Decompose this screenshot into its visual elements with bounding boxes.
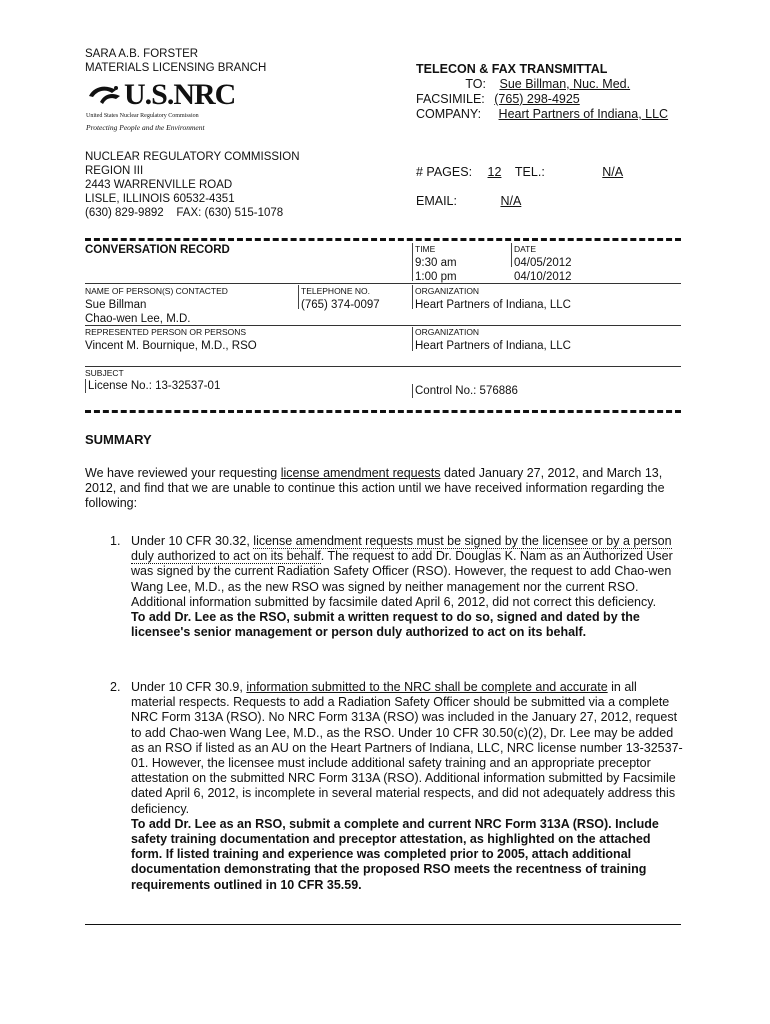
subject-label: SUBJECT bbox=[85, 368, 124, 378]
item-1-text: . The request to add Dr. Douglas K. Nam as an Authorized User was signed by the current Radiation Safety Officer (RSO). However, the request to add Chao-wen Wang Lee, M.D., as the new RSO was signed by neither management nor the current RSO. Additional information submitted by facsimile dated April 6, 2012, did not correct this deficiency. bbox=[131, 549, 673, 609]
time-divider bbox=[412, 243, 413, 281]
time-1: 9:30 am bbox=[415, 257, 457, 269]
address-line-3: 2443 WARRENVILLE ROAD bbox=[85, 179, 233, 191]
item-2-link: information submitted to the NRC shall be complete and accurate bbox=[246, 680, 608, 694]
org-divider-2 bbox=[412, 327, 413, 351]
org-value-2: Heart Partners of Indiana, LLC bbox=[415, 340, 571, 352]
bottom-rule bbox=[85, 924, 681, 925]
time-2: 1:00 pm bbox=[415, 271, 457, 283]
contacted-1: Sue Billman bbox=[85, 299, 147, 311]
address-line-2: REGION III bbox=[85, 165, 144, 177]
represented-label: REPRESENTED PERSON OR PERSONS bbox=[85, 327, 247, 337]
sender-name: SARA A.B. FORSTER bbox=[85, 48, 199, 60]
address-line-4: LISLE, ILLINOIS 60532-4351 bbox=[85, 193, 235, 205]
pages-label: # PAGES: bbox=[416, 165, 473, 179]
telephone-value: (765) 374-0097 bbox=[301, 299, 380, 311]
item-2-text: in all material respects. Requests to add a Radiation Safety Officer should be submitted via a complete NRC Form 313A (RSO). No NRC Form 313A (RSO) was included in the January 27, 2012, request to add Chao-wen Wang Lee, M.D., as the RSO. Under 10 CFR 30.50(c)(2), Dr. Lee may be added as an RSO if listed as an AU on the Heart Partners of Indiana, LLC, NRC license number 13-32537-01. However, the licensee must include additional safety training and an appropriate preceptor attestation on the submitted NRC Form 313A (RSO). Additional information submitted by Facsimile dated April 6, 2012, is incomplete in several material respects, and did not adequately address this deficiency. bbox=[131, 680, 683, 816]
fax-to-label: TO: bbox=[465, 77, 486, 91]
nrc-emblem-icon bbox=[86, 82, 122, 110]
item-2-pre: Under 10 CFR 30.9, bbox=[131, 680, 247, 694]
represented-value: Vincent M. Bournique, M.D., RSO bbox=[85, 340, 257, 352]
address-line-1: NUCLEAR REGULATORY COMMISSION bbox=[85, 151, 300, 163]
record-title: CONVERSATION RECORD bbox=[85, 244, 230, 256]
date-divider bbox=[511, 243, 512, 267]
address-line-5: (630) 829-9892 FAX: (630) 515-1078 bbox=[85, 207, 284, 219]
record-rule-1 bbox=[85, 283, 681, 284]
telephone-label: TELEPHONE NO. bbox=[301, 286, 370, 296]
logo-tagline: Protecting People and the Environment bbox=[86, 123, 205, 132]
item-1-link: license amendment requests must be signed by the licensee or by a person duly authorized to act on its behalf bbox=[131, 534, 672, 564]
item-1 bbox=[131, 534, 681, 640]
address-block bbox=[85, 150, 300, 220]
pages-value: 12 bbox=[487, 165, 502, 179]
section-divider-top bbox=[85, 238, 681, 241]
item-1-number: 1. bbox=[110, 534, 121, 548]
section-divider-bottom bbox=[85, 410, 681, 413]
control-bar bbox=[412, 384, 413, 398]
item-2-bold: To add Dr. Lee as an RSO, submit a complete and current NRC Form 313A (RSO). Include safety training documentation and preceptor attestation, as highlighted on the attached form. If listed training and experience was completed prior to 2005, attach additional documentation demonstrating that the proposed RSO meets the recentness of training requirements outlined in 10 CFR 35.59. bbox=[131, 816, 659, 892]
org-label-1: ORGANIZATION bbox=[415, 286, 480, 296]
summary-heading: SUMMARY bbox=[85, 432, 152, 447]
item-1-pre: Under 10 CFR 30.32, bbox=[131, 534, 254, 548]
time-label: TIME bbox=[415, 244, 436, 254]
item-1-bold: To add Dr. Lee as the RSO, submit a written request to do so, signed and dated by the licensee's senior management or person duly authorized to act on its behalf. bbox=[131, 610, 640, 640]
contacted-label: NAME OF PERSON(S) CONTACTED bbox=[85, 286, 228, 296]
fax-company-row bbox=[416, 107, 668, 122]
contacted-2: Chao-wen Lee, M.D. bbox=[85, 313, 191, 325]
fax-to-row bbox=[416, 77, 676, 92]
intro-link: license amendment requests bbox=[280, 466, 441, 480]
logo-agency-line: United States Nuclear Regulatory Commission bbox=[86, 113, 199, 119]
date-label: DATE bbox=[514, 244, 537, 254]
fax-facsimile-label: FACSIMILE: bbox=[416, 92, 485, 106]
fax-company-label: COMPANY: bbox=[416, 107, 482, 121]
item-2 bbox=[131, 680, 683, 893]
org-label-2: ORGANIZATION bbox=[415, 327, 480, 337]
fax-heading: TELECON & FAX TRANSMITTAL bbox=[416, 62, 608, 76]
telephone-divider bbox=[298, 285, 299, 309]
license-bar bbox=[85, 379, 86, 393]
sender-block bbox=[85, 47, 266, 75]
pages-row bbox=[416, 165, 649, 180]
email-row bbox=[416, 194, 545, 209]
fax-facsimile-value: (765) 298-4925 bbox=[494, 92, 580, 106]
org-value-1: Heart Partners of Indiana, LLC bbox=[415, 299, 571, 311]
tel-value: N/A bbox=[602, 165, 624, 179]
record-rule-3 bbox=[85, 366, 681, 367]
fax-facsimile-row bbox=[416, 92, 580, 107]
item-2-number: 2. bbox=[110, 680, 121, 694]
license-value: License No.: 13-32537-01 bbox=[88, 380, 221, 392]
control-value: Control No.: 576886 bbox=[415, 385, 518, 397]
date-1: 04/05/2012 bbox=[514, 257, 572, 269]
sender-branch: MATERIALS LICENSING BRANCH bbox=[85, 62, 267, 74]
org-divider-1 bbox=[412, 285, 413, 309]
intro-text-2: dated January 27, 2012, and March 13, 2012, and find that we are unable to continue this action until we have received information regarding the following: bbox=[85, 466, 665, 510]
record-rule-2 bbox=[85, 325, 681, 326]
fax-company-value: Heart Partners of Indiana, LLC bbox=[498, 107, 669, 121]
tel-label: TEL.: bbox=[514, 165, 545, 179]
logo-text: U.S.NRC bbox=[124, 78, 236, 111]
email-value: N/A bbox=[500, 194, 522, 208]
date-2: 04/10/2012 bbox=[514, 271, 572, 283]
summary-intro bbox=[85, 466, 683, 511]
intro-text-1: We have reviewed your requesting bbox=[85, 466, 281, 480]
fax-to-value: Sue Billman, Nuc. Med. bbox=[499, 77, 631, 91]
email-label: EMAIL: bbox=[416, 194, 457, 208]
